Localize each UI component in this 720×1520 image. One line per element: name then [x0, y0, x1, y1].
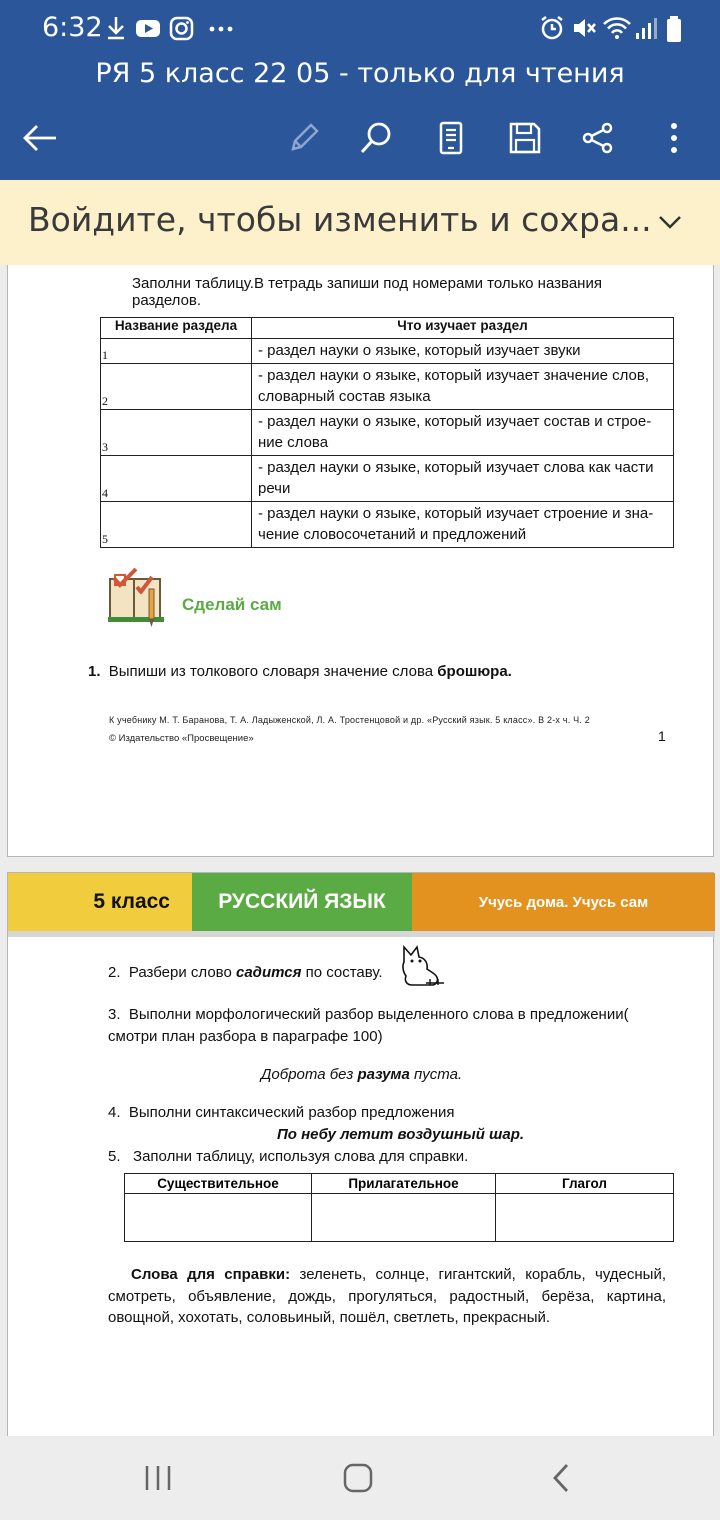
home-icon[interactable]	[342, 1462, 374, 1494]
share-icon	[581, 121, 615, 155]
edit-button[interactable]	[278, 112, 330, 164]
row-description: - раздел науки о языке, который изучает слова как части речи	[252, 456, 674, 502]
row-number: 2	[101, 364, 252, 410]
footer-publisher: © Издательство «Просвещение»	[109, 733, 254, 744]
sentence-3-pre: Доброта без	[260, 1066, 358, 1083]
document-page-1	[7, 265, 714, 857]
table-row	[101, 456, 674, 502]
reference-words	[108, 1264, 666, 1329]
app-header	[0, 0, 720, 180]
save-button[interactable]	[499, 112, 551, 164]
parts-of-speech-table	[124, 1173, 674, 1242]
row-description: - раздел науки о языке, который изучает звуки	[252, 339, 674, 364]
download-icon	[104, 14, 132, 42]
reader-view-icon	[438, 121, 464, 155]
back-arrow-button[interactable]	[14, 112, 66, 164]
wifi-icon	[602, 14, 630, 42]
sentence-4: По небу летит воздушный шар.	[276, 1126, 525, 1143]
noun-cell	[125, 1194, 312, 1242]
table-row	[101, 364, 674, 410]
task-4-text: Выполни синтаксический разбор предложения	[128, 1104, 455, 1121]
task-2-pre: Разбери слово	[128, 964, 236, 981]
navigation-bar	[0, 1436, 720, 1520]
table-header-row	[125, 1174, 674, 1194]
header-verb: Глагол	[496, 1174, 674, 1194]
task-5-number: 5.	[108, 1148, 121, 1165]
task-4-number: 4.	[108, 1104, 121, 1121]
sentence-3-highlight: разума	[357, 1066, 410, 1083]
task-2-number: 2.	[108, 964, 121, 981]
task-1-word: брошюра.	[437, 663, 512, 680]
row-description: - раздел науки о языке, который изучает строение и зна-чение словосочетаний и предложений	[252, 502, 674, 548]
document-page-2	[7, 872, 714, 1472]
sign-in-banner[interactable]	[0, 180, 720, 265]
adjective-cell	[312, 1194, 496, 1242]
reference-words-list: зеленеть, солнце, гигантский, корабль, чудесный, смотреть, объявление, дождь, прогуляться, радостный, берёза, картина, овощной, хохотать, соловьиный, пошёл, светлеть, прекрасный.	[108, 1266, 667, 1326]
task-5-text: Заполни таблицу, используя слова для справки.	[133, 1148, 469, 1165]
alarm-icon	[538, 14, 566, 42]
sign-in-banner-text: Войдите, чтобы изменить и сохра...	[28, 200, 652, 239]
task-1	[88, 663, 512, 680]
task-1-text: Выпиши из толкового словаря значение слова	[108, 663, 438, 680]
cat-sketch-icon	[400, 943, 450, 989]
task-3	[108, 1004, 668, 1048]
task-1-number: 1.	[88, 663, 101, 680]
table-row	[101, 339, 674, 364]
row-number: 4	[101, 456, 252, 502]
search-button[interactable]	[350, 112, 402, 164]
chevron-down-icon[interactable]	[652, 204, 688, 240]
table-row	[101, 410, 674, 456]
reference-words-label: Слова для справки:	[131, 1266, 291, 1283]
table-row	[125, 1194, 674, 1242]
save-icon	[508, 121, 542, 155]
battery-icon	[664, 14, 692, 42]
header-adjective: Прилагательное	[312, 1174, 496, 1194]
sections-table	[100, 317, 674, 548]
reader-view-button[interactable]	[425, 112, 477, 164]
header-section-name: Название раздела	[101, 318, 252, 339]
header-section-subject: Что изучает раздел	[252, 318, 674, 339]
task-3-text: Выполни морфологический разбор выделенного слова в предложении( смотри план разбора в параграфе 100)	[108, 1006, 629, 1045]
more-vertical-icon	[668, 121, 680, 155]
task-3-number: 3.	[108, 1006, 121, 1023]
header-noun: Существительное	[125, 1174, 312, 1194]
back-icon[interactable]	[546, 1462, 578, 1494]
signal-icon	[634, 14, 662, 42]
status-time: 6:32	[42, 12, 103, 43]
row-description: - раздел науки о языке, который изучает значение слов, словарный состав языка	[252, 364, 674, 410]
more-options-button[interactable]	[648, 112, 700, 164]
document-title: РЯ 5 класс 22 05 - только для чтения	[95, 58, 625, 89]
header-divider	[8, 931, 715, 937]
task-4	[108, 1104, 454, 1121]
pencil-icon	[287, 121, 321, 155]
task-2-word: садится	[235, 964, 302, 981]
self-work-label: Сделай сам	[182, 595, 282, 614]
table-row	[101, 502, 674, 548]
sentence-3-post: пуста.	[409, 1066, 463, 1083]
mute-icon	[570, 14, 598, 42]
row-description: - раздел науки о языке, который изучает состав и строе-ние слова	[252, 410, 674, 456]
table-header-row	[101, 318, 674, 339]
instagram-icon	[168, 14, 196, 42]
footer-citation: К учебнику М. Т. Баранова, Т. А. Ладыженской, Л. А. Тростенцовой и др. «Русский язык. 5 класс». В 2-х ч. Ч. 2	[109, 715, 590, 725]
notebook-check-icon	[107, 567, 169, 631]
verb-cell	[496, 1194, 674, 1242]
share-button[interactable]	[572, 112, 624, 164]
subject-label: РУССКИЙ ЯЗЫК	[192, 873, 412, 931]
task-2-post: по составу.	[301, 964, 383, 981]
page-number: 1	[658, 728, 666, 744]
search-icon	[359, 121, 393, 155]
youtube-icon	[134, 14, 162, 42]
status-bar	[0, 0, 720, 54]
task-2	[108, 964, 383, 981]
task-5	[108, 1148, 468, 1165]
row-number: 5	[101, 502, 252, 548]
motto-label: Учусь дома. Учусь сам	[412, 873, 715, 931]
grade-label: 5 класс	[8, 873, 192, 931]
more-notifications-icon	[208, 14, 236, 42]
row-number: 1	[101, 339, 252, 364]
recent-apps-icon[interactable]	[142, 1462, 174, 1494]
sentence-3	[8, 1066, 715, 1083]
back-arrow-icon	[22, 123, 58, 153]
table-instruction: Заполни таблицу.В тетрадь запиши под номерами только названия разделов.	[132, 275, 602, 309]
row-number: 3	[101, 410, 252, 456]
